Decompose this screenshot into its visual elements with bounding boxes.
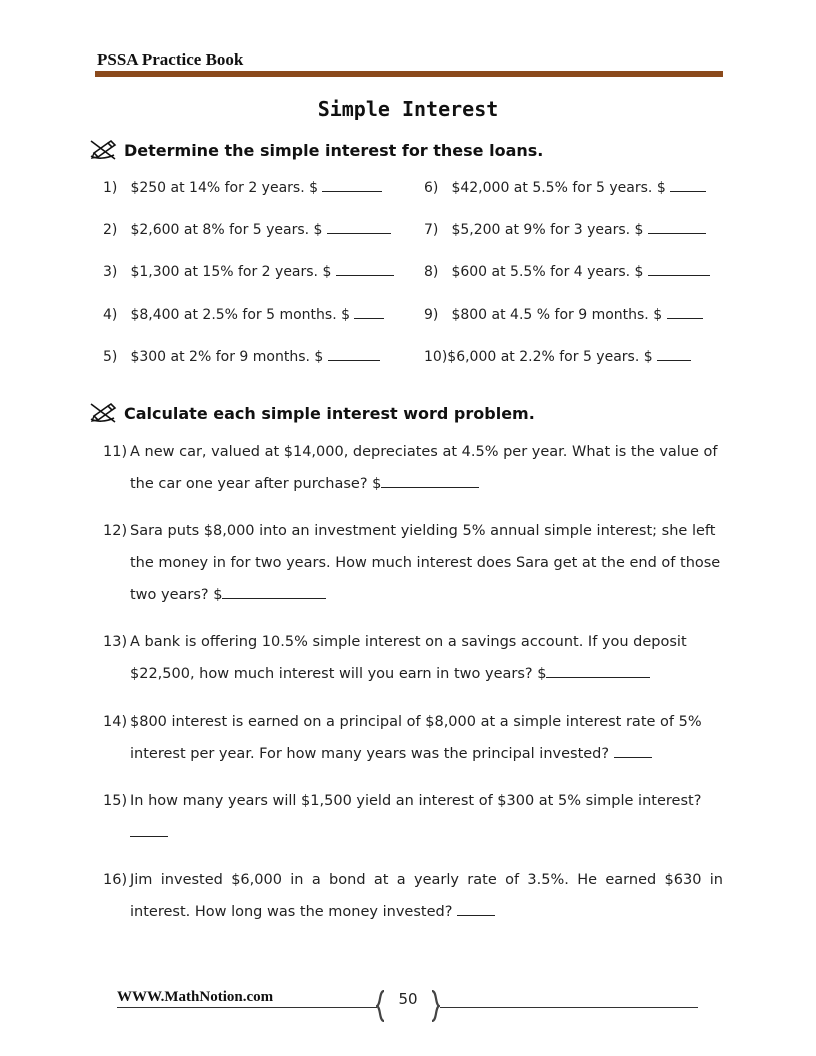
item-text: $2,600 at 8% for 5 years. $ <box>130 222 323 238</box>
answer-blank[interactable] <box>546 666 650 678</box>
answer-blank[interactable] <box>614 746 652 758</box>
answer-blank[interactable] <box>222 587 326 599</box>
answer-blank[interactable] <box>648 222 706 234</box>
item-number: 5) <box>103 349 118 365</box>
problem-text: A new car, valued at $14,000, depreciates at 4.5% per year. What is the value of the car one year after purchase? $ <box>130 444 718 492</box>
problem-number: 11) <box>103 444 128 460</box>
answer-blank[interactable] <box>648 264 710 276</box>
item-number: 3) <box>103 264 118 280</box>
list-item <box>103 264 394 280</box>
word-problem <box>103 436 723 500</box>
item-text: $800 at 4.5 % for 9 months. $ <box>451 307 663 323</box>
page-number: 50 <box>398 990 418 1008</box>
word-problem <box>103 785 723 849</box>
item-number: 9) <box>424 307 439 323</box>
problem-number: 16) <box>103 872 128 888</box>
problem-number: 13) <box>103 634 128 650</box>
list-item <box>424 349 691 365</box>
item-text: $8,400 at 2.5% for 5 months. $ <box>130 307 351 323</box>
item-number: 1) <box>103 180 118 196</box>
item-number: 2) <box>103 222 118 238</box>
word-problem <box>103 515 723 611</box>
section-heading-label: Calculate each simple interest word problem. <box>124 403 535 423</box>
problem-text: Jim invested $6,000 in a bond at a yearly rate of 3.5%. He earned $630 in interest. How long was the money invested? <box>130 872 723 920</box>
word-problem <box>103 706 723 770</box>
header-rule <box>95 71 723 77</box>
footer-divider-left <box>117 1007 377 1008</box>
section-heading-word-problems <box>88 402 535 424</box>
item-text: $6,000 at 2.2% for 5 years. $ <box>447 349 653 365</box>
answer-blank[interactable] <box>354 307 384 319</box>
problem-text: $800 interest is earned on a principal of $8,000 at a simple interest rate of 5% interest per year. For how many years was the principal invested? <box>130 714 702 762</box>
item-number: 8) <box>424 264 439 280</box>
problem-number: 15) <box>103 793 128 809</box>
list-item <box>424 180 706 196</box>
answer-blank[interactable] <box>328 349 380 361</box>
word-problem <box>103 864 723 928</box>
item-text: $1,300 at 15% for 2 years. $ <box>130 264 332 280</box>
answer-blank[interactable] <box>457 904 495 916</box>
problem-text: A bank is offering 10.5% simple interest on a savings account. If you deposit $22,500, how much interest will you earn in two years? $ <box>130 634 687 682</box>
list-item <box>424 264 710 280</box>
item-number: 6) <box>424 180 439 196</box>
answer-blank[interactable] <box>336 264 394 276</box>
answer-blank[interactable] <box>657 349 691 361</box>
item-text: $300 at 2% for 9 months. $ <box>130 349 324 365</box>
answer-blank[interactable] <box>670 180 706 192</box>
item-number: 10) <box>424 349 448 365</box>
footer-website: WWW.MathNotion.com <box>117 989 274 1005</box>
answer-blank[interactable] <box>322 180 382 192</box>
item-number: 7) <box>424 222 439 238</box>
answer-blank[interactable] <box>130 825 168 837</box>
section-heading-label: Determine the simple interest for these loans. <box>124 140 544 160</box>
answer-blank[interactable] <box>667 307 703 319</box>
footer-divider-right <box>440 1007 698 1008</box>
pencil-icon <box>88 139 118 161</box>
item-text: $600 at 5.5% for 4 years. $ <box>451 264 644 280</box>
problem-text: Sara puts $8,000 into an investment yielding 5% annual simple interest; she left the money in for two years. How much interest does Sara get at the end of those two years? $ <box>130 523 721 603</box>
list-item <box>103 222 391 238</box>
book-title: PSSA Practice Book <box>97 50 244 69</box>
item-text: $5,200 at 9% for 3 years. $ <box>451 222 644 238</box>
problem-text: In how many years will $1,500 yield an interest of $300 at 5% simple interest? <box>130 793 702 809</box>
item-number: 4) <box>103 307 118 323</box>
word-problem <box>103 626 723 690</box>
list-item <box>424 307 703 323</box>
answer-blank[interactable] <box>327 222 391 234</box>
list-item <box>103 349 380 365</box>
page-title: Simple Interest <box>317 97 499 121</box>
list-item <box>424 222 706 238</box>
section-heading-loans <box>88 139 543 161</box>
list-item <box>103 180 382 196</box>
problem-number: 12) <box>103 523 128 539</box>
item-text: $250 at 14% for 2 years. $ <box>130 180 319 196</box>
list-item <box>103 307 384 323</box>
item-text: $42,000 at 5.5% for 5 years. $ <box>451 180 666 196</box>
problem-number: 14) <box>103 714 128 730</box>
pencil-icon <box>88 402 118 424</box>
answer-blank[interactable] <box>381 476 479 488</box>
